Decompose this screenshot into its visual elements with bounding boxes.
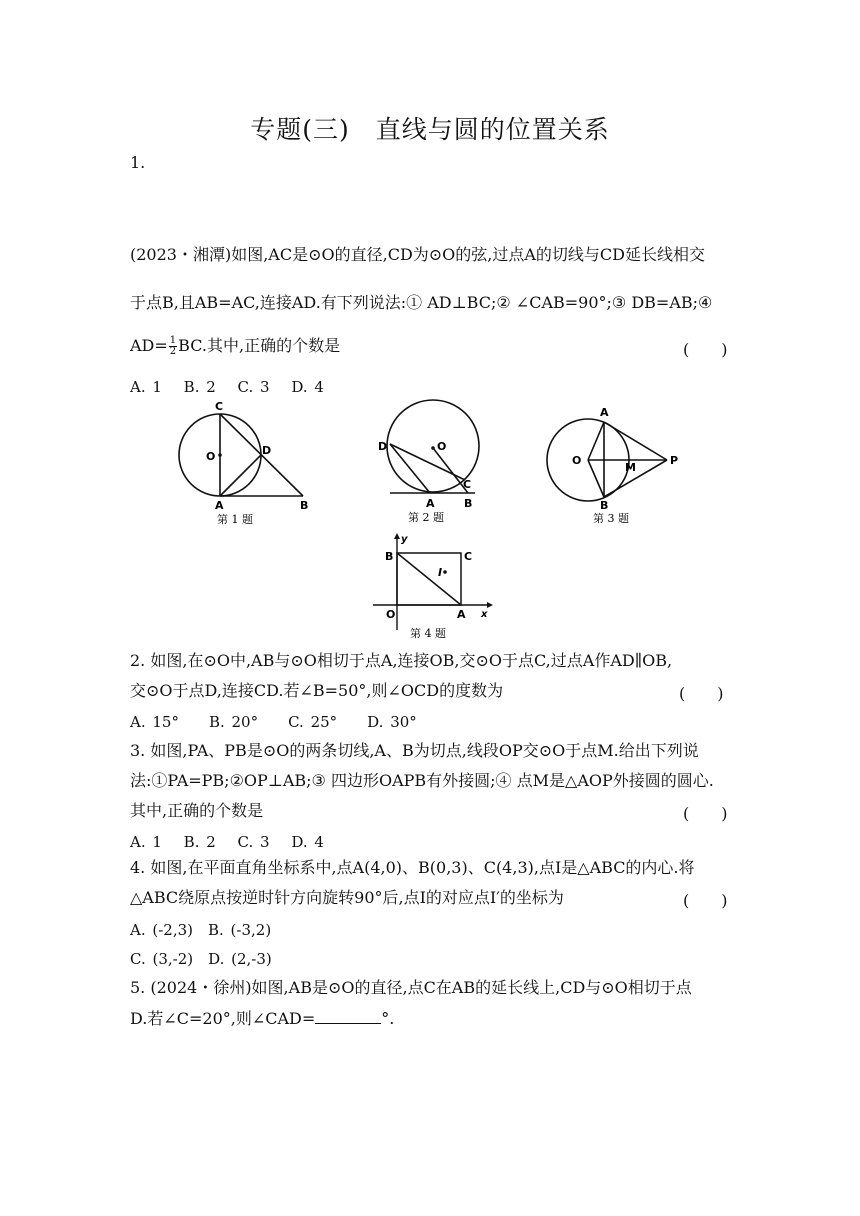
q4-line2: △ABC绕原点按逆时针方向旋转90°后,点I的对应点I′的坐标为 — [130, 888, 564, 907]
fig1-label-b: B — [300, 499, 309, 512]
fig3-caption: 第 3 题 — [593, 512, 629, 525]
figure-2 — [370, 398, 490, 530]
fig3-label-o: O — [572, 454, 582, 467]
q2-line1: 2. 如图,在⊙O中,AB与⊙O相切于点A,连接OB,交⊙O于点C,过点A作AD∥OB, — [130, 651, 673, 670]
q1-line3-post: BC.其中,正确的个数是 — [178, 336, 341, 355]
q1-line3 — [130, 336, 340, 357]
fig3-label-m: M — [625, 461, 636, 474]
q3-line3: 其中,正确的个数是 — [130, 801, 264, 820]
q1-frac-den: 2 — [169, 346, 177, 357]
fig2-label-c: C — [463, 478, 472, 491]
q5-line2-post: °. — [381, 1009, 395, 1028]
q1-line2: 于点B,且AB=AC,连接AD.有下列说法:① AD⊥BC;② ∠CAB=90°;③ DB=AB;④ — [130, 293, 713, 312]
fig3-label-a: A — [600, 406, 609, 419]
q3-line2: 法:①PA=PB;②OP⊥AB;③ 四边形OAPB有外接圆;④ 点M是△AOP外接圆的圆心. — [130, 771, 714, 790]
page-title: 专题(三) 直线与圆的位置关系 — [250, 115, 610, 144]
fig2-label-o: O — [437, 440, 447, 453]
figure-1 — [170, 398, 320, 530]
q4-options-row1: A. (-2,3) B. (-3,2) — [130, 921, 272, 939]
q5-line2-pre: D.若∠C=20°,则∠CAD= — [130, 1009, 316, 1028]
fig4-label-c: C — [464, 550, 473, 563]
q4-answer-paren: ( ) — [683, 891, 728, 910]
q2-options: A. 15° B. 20° C. 25° D. 30° — [130, 713, 417, 731]
q1-number: 1. — [130, 153, 146, 172]
q5-answer-blank[interactable] — [315, 1009, 381, 1024]
fig4-label-x: x — [481, 609, 488, 620]
fig3-label-b: B — [600, 499, 609, 512]
q3-answer-paren: ( ) — [683, 804, 728, 823]
fig3-label-p: P — [670, 454, 679, 467]
q5-line1: 5. (2024・徐州)如图,AB是⊙O的直径,点C在AB的延长线上,CD与⊙O相切于点 — [130, 978, 692, 997]
fig4-caption: 第 4 题 — [410, 627, 446, 640]
fig4-label-o: O — [386, 608, 396, 621]
q2-answer-paren: ( ) — [679, 684, 724, 703]
q3-line1: 3. 如图,PA、PB是⊙O的两条切线,A、B为切点,线段OP交⊙O于点M.给出下列说 — [130, 741, 699, 760]
q2-line2: 交⊙O于点D,连接CD.若∠B=50°,则∠OCD的度数为 — [130, 681, 504, 700]
q5-line2 — [130, 1009, 394, 1029]
figure-3 — [540, 398, 690, 530]
q3-options: A. 1 B. 2 C. 3 D. 4 — [130, 833, 324, 851]
q1-frac-num: 1 — [169, 335, 177, 346]
fig2-label-b: B — [464, 497, 473, 510]
q4-line1: 4. 如图,在平面直角坐标系中,点A(4,0)、B(0,3)、C(4,3),点I是△ABC的内心.将 — [130, 858, 695, 877]
fig1-label-a: A — [215, 499, 224, 512]
figure-4 — [365, 530, 495, 645]
fig4-label-b: B — [385, 550, 394, 563]
fig4-label-i: I — [438, 566, 443, 579]
fig2-label-a: A — [426, 497, 435, 510]
fig4-label-a: A — [457, 608, 466, 621]
q1-options: A. 1 B. 2 C. 3 D. 4 — [130, 378, 324, 396]
q4-options-row2: C. (3,-2) D. (2,-3) — [130, 950, 272, 968]
q1-line3-pre: AD= — [130, 336, 168, 355]
fig2-label-d: D — [378, 440, 388, 453]
q1-line1: (2023・湘潭)如图,AC是⊙O的直径,CD为⊙O的弦,过点A的切线与CD延长线相交 — [130, 245, 706, 264]
fig1-label-c: C — [215, 400, 224, 413]
fig1-label-d: D — [262, 444, 272, 457]
fig1-label-o: O — [206, 450, 216, 463]
fig2-caption: 第 2 题 — [408, 511, 444, 524]
fig1-caption: 第 1 题 — [217, 513, 253, 526]
q1-answer-paren: ( ) — [683, 340, 728, 359]
q1-fraction — [169, 336, 177, 357]
fig4-label-y: y — [401, 534, 408, 545]
